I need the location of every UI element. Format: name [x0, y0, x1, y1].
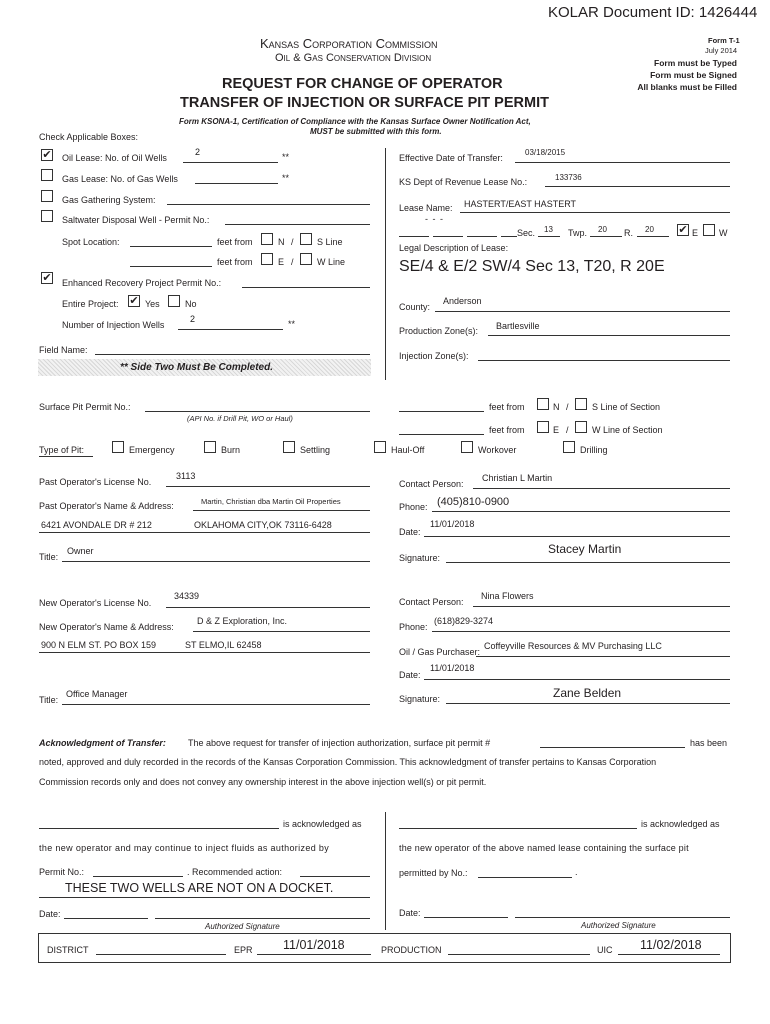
enhanced-recovery-checkbox[interactable]: ✔	[42, 272, 52, 284]
pit-burn-checkbox[interactable]	[204, 441, 216, 453]
right-is-acknowledged: is acknowledged as	[641, 819, 720, 829]
feet-from-label: feet from	[489, 402, 525, 412]
gas-lease-checkbox[interactable]	[41, 169, 53, 181]
pit-w-checkbox[interactable]	[575, 421, 587, 433]
pit-settling-checkbox[interactable]	[283, 441, 295, 453]
document-id: KOLAR Document ID: 1426444	[548, 4, 758, 21]
pit-type-workover: Workover	[478, 445, 517, 455]
form-title-line1: REQUEST FOR CHANGE OF OPERATOR	[222, 76, 503, 92]
e-checkbox[interactable]	[261, 253, 273, 265]
pit-type-emergency: Emergency	[129, 445, 175, 455]
county-label: County:	[399, 302, 431, 312]
no-checkbox[interactable]	[168, 295, 180, 307]
w-checkbox[interactable]	[300, 253, 312, 265]
new-purchaser-label: Oil / Gas Purchaser:	[399, 647, 481, 657]
permit-no-label: Permit No.:	[39, 867, 85, 877]
new-phone-value[interactable]: (618)829-3274	[434, 616, 494, 626]
s-line-label: S Line	[317, 237, 343, 247]
ack-line1-end: has been	[690, 738, 728, 748]
new-address-street[interactable]: 900 N ELM ST. PO BOX 159	[41, 640, 157, 650]
new-signature-value[interactable]: Zane Belden	[553, 686, 622, 700]
form-number: Form T-1	[708, 36, 740, 45]
lease-name-label: Lease Name:	[399, 203, 453, 213]
separator: /	[566, 402, 569, 412]
side-two-note: ** Side Two Must Be Completed.	[120, 362, 273, 373]
ack-left-text: the new operator and may continue to inject fluids as authorized by	[39, 843, 330, 853]
production-zone-label: Production Zone(s):	[399, 326, 479, 336]
requirement-filled: All blanks must be Filled	[637, 82, 737, 92]
pit-drilling-checkbox[interactable]	[563, 441, 575, 453]
right-auth-signature: Authorized Signature	[581, 921, 656, 930]
epr-date[interactable]: 11/01/2018	[283, 938, 345, 952]
ks-lease-label: KS Dept of Revenue Lease No.:	[399, 177, 528, 187]
r-label: R.	[624, 228, 633, 238]
permitted-by-label: permitted by No.:	[399, 868, 468, 878]
column-divider	[385, 148, 386, 380]
pit-emergency-checkbox[interactable]	[112, 441, 124, 453]
required-mark: **	[282, 173, 290, 183]
new-address-city[interactable]: ST ELMO,IL 62458	[185, 640, 262, 650]
new-contact-value[interactable]: Nina Flowers	[481, 591, 534, 601]
pit-w-line-label: W Line of Section	[592, 425, 663, 435]
ack-line3: Commission records only and does not convey any ownership interest in the above injection well(s) or pit permit.	[39, 777, 487, 787]
epr-label: EPR	[234, 945, 253, 955]
pit-type-drilling: Drilling	[580, 445, 608, 455]
district-label: DISTRICT	[47, 945, 89, 955]
right-date-label: Date:	[399, 908, 421, 918]
form-date: July 2014	[705, 46, 738, 55]
n-label: N	[278, 237, 285, 247]
requirement-typed: Form must be Typed	[654, 58, 737, 68]
past-title-label: Title:	[39, 552, 59, 562]
pit-n-label: N	[553, 402, 560, 412]
legal-description-value[interactable]: SE/4 & E/2 SW/4 Sec 13, T20, R 20E	[399, 258, 665, 275]
past-address-city[interactable]: OKLAHOMA CITY,OK 73116-6428	[194, 520, 332, 530]
pit-e-checkbox[interactable]	[537, 421, 549, 433]
new-name-label: New Operator's Name & Address:	[39, 622, 174, 632]
e-label: E	[278, 257, 285, 267]
requirement-signed: Form must be Signed	[650, 70, 737, 80]
twp-value[interactable]: 20	[598, 225, 607, 234]
ack-line2: noted, approved and duly recorded in the records of the Kansas Corporation Commission. This acknowledgment of transfer pertains to Kansas Corporation	[39, 757, 657, 767]
swd-label: Saltwater Disposal Well - Permit No.:	[62, 215, 210, 225]
pit-n-checkbox[interactable]	[537, 398, 549, 410]
pit-type-hauloff: Haul-Off	[391, 445, 425, 455]
form-title-line2: TRANSFER OF INJECTION OR SURFACE PIT PERMIT	[180, 95, 549, 111]
n-checkbox[interactable]	[261, 233, 273, 245]
new-date-label: Date:	[399, 670, 421, 680]
past-contact-label: Contact Person:	[399, 479, 464, 489]
division-name: Oil & Gas Conservation Division	[275, 52, 432, 64]
pit-type-label: Type of Pit:	[39, 445, 85, 455]
left-date-label: Date:	[39, 909, 61, 919]
feet-from-label: feet from	[217, 257, 253, 267]
production-label: PRODUCTION	[381, 945, 442, 955]
feet-from-label: feet from	[217, 237, 253, 247]
swd-checkbox[interactable]	[41, 210, 53, 222]
enhanced-recovery-label: Enhanced Recovery Project Permit No.:	[62, 278, 222, 288]
spot-location-label: Spot Location:	[62, 237, 120, 247]
injection-wells-count[interactable]: 2	[190, 314, 196, 324]
no-label: No	[185, 299, 197, 309]
new-name-value[interactable]: D & Z Exploration, Inc.	[197, 616, 288, 626]
api-note: (API No. if Drill Pit, WO or Haul)	[187, 414, 293, 423]
pit-hauloff-checkbox[interactable]	[374, 441, 386, 453]
gas-lease-label: Gas Lease: No. of Gas Wells	[62, 174, 178, 184]
new-phone-label: Phone:	[399, 622, 428, 632]
ks-lease-value[interactable]: 133736	[555, 173, 582, 182]
past-date-label: Date:	[399, 527, 421, 537]
injection-wells-label: Number of Injection Wells	[62, 320, 165, 330]
range-w-label: W	[719, 228, 728, 238]
required-mark: **	[288, 319, 296, 329]
new-purchaser-value[interactable]: Coffeyville Resources & MV Purchasing LLC	[484, 641, 662, 651]
separator: /	[566, 425, 569, 435]
past-license-label: Past Operator's License No.	[39, 477, 152, 487]
required-mark: **	[282, 152, 290, 162]
new-signature-label: Signature:	[399, 694, 441, 704]
past-address-street[interactable]: 6421 AVONDALE DR # 212	[41, 520, 152, 530]
past-name-value[interactable]: Martin, Christian dba Martin Oil Properties	[201, 497, 341, 506]
twp-label: Twp.	[568, 228, 588, 238]
left-is-acknowledged: is acknowledged as	[283, 819, 362, 829]
oil-lease-checkbox[interactable]: ✔	[42, 149, 52, 161]
location-dashes: - - -	[425, 214, 444, 224]
effective-date-label: Effective Date of Transfer:	[399, 153, 503, 163]
field-name-label: Field Name:	[39, 345, 88, 355]
gas-gathering-checkbox[interactable]	[41, 190, 53, 202]
pit-workover-checkbox[interactable]	[461, 441, 473, 453]
pit-type-settling: Settling	[300, 445, 331, 455]
past-date-value[interactable]: 11/01/2018	[430, 519, 475, 529]
new-license-label: New Operator's License No.	[39, 598, 152, 608]
docket-note[interactable]: THESE TWO WELLS ARE NOT ON A DOCKET.	[65, 881, 334, 895]
new-contact-label: Contact Person:	[399, 597, 464, 607]
range-value[interactable]: 20	[645, 225, 654, 234]
ack-lead: Acknowledgment of Transfer:	[39, 738, 166, 748]
county-value[interactable]: Anderson	[443, 296, 482, 306]
production-zone-value[interactable]: Bartlesville	[496, 321, 540, 331]
uic-label: UIC	[597, 945, 613, 955]
entire-project-label: Entire Project:	[62, 299, 119, 309]
subtitle-line1: Form KSONA-1, Certification of Compliance with the Kansas Surface Owner Notification Act,	[179, 117, 531, 126]
pit-e-label: E	[553, 425, 560, 435]
past-contact-value[interactable]: Christian L Martin	[482, 473, 553, 483]
past-phone-label: Phone:	[399, 502, 428, 512]
past-phone-value[interactable]: (405)810-0900	[437, 496, 510, 508]
sec-label: Sec.	[517, 228, 536, 238]
new-title-label: Title:	[39, 695, 59, 705]
oil-lease-label: Oil Lease: No. of Oil Wells	[62, 153, 167, 163]
range-w-checkbox[interactable]	[703, 224, 715, 236]
range-e-label: E	[692, 228, 699, 238]
new-title-value[interactable]: Office Manager	[66, 689, 128, 699]
agency-name: Kansas Corporation Commission	[260, 36, 438, 51]
past-signature-value[interactable]: Stacey Martin	[548, 542, 622, 556]
uic-date[interactable]: 11/02/2018	[640, 938, 702, 952]
w-line-label: W Line	[317, 257, 346, 267]
check-boxes-label: Check Applicable Boxes:	[39, 132, 139, 142]
legal-description-label: Legal Description of Lease:	[399, 243, 509, 253]
past-license-value[interactable]: 3113	[176, 471, 196, 481]
feet-from-label: feet from	[489, 425, 525, 435]
yes-label: Yes	[145, 299, 160, 309]
pit-type-burn: Burn	[221, 445, 241, 455]
range-e-checkbox[interactable]: ✔	[678, 224, 688, 236]
period: .	[575, 867, 578, 877]
separator: /	[291, 257, 294, 267]
pit-s-line-label: S Line of Section	[592, 402, 661, 412]
pit-s-checkbox[interactable]	[575, 398, 587, 410]
past-title-value[interactable]: Owner	[67, 546, 94, 556]
effective-date-value[interactable]: 03/18/2015	[525, 148, 566, 157]
recommended-action-label: . Recommended action:	[187, 867, 283, 877]
separator: /	[291, 237, 294, 247]
injection-zone-label: Injection Zone(s):	[399, 351, 469, 361]
ack-line1: The above request for transfer of injection authorization, surface pit permit #	[188, 738, 491, 748]
past-name-label: Past Operator's Name & Address:	[39, 501, 174, 511]
sec-value[interactable]: 13	[544, 225, 553, 234]
ack-right-text: the new operator of the above named lease containing the surface pit	[399, 843, 689, 853]
gas-gathering-label: Gas Gathering System:	[62, 195, 156, 205]
yes-checkbox[interactable]: ✔	[129, 295, 139, 307]
ack-divider	[385, 812, 386, 930]
left-auth-signature: Authorized Signature	[205, 922, 280, 931]
lease-name-value[interactable]: HASTERT/EAST HASTERT	[464, 199, 577, 209]
new-date-value[interactable]: 11/01/2018	[430, 663, 475, 673]
oil-wells-count[interactable]: 2	[195, 147, 201, 157]
surface-pit-label: Surface Pit Permit No.:	[39, 402, 131, 412]
subtitle-line2: MUST be submitted with this form.	[310, 127, 442, 136]
new-license-value[interactable]: 34339	[174, 591, 200, 601]
s-checkbox[interactable]	[300, 233, 312, 245]
past-signature-label: Signature:	[399, 553, 441, 563]
